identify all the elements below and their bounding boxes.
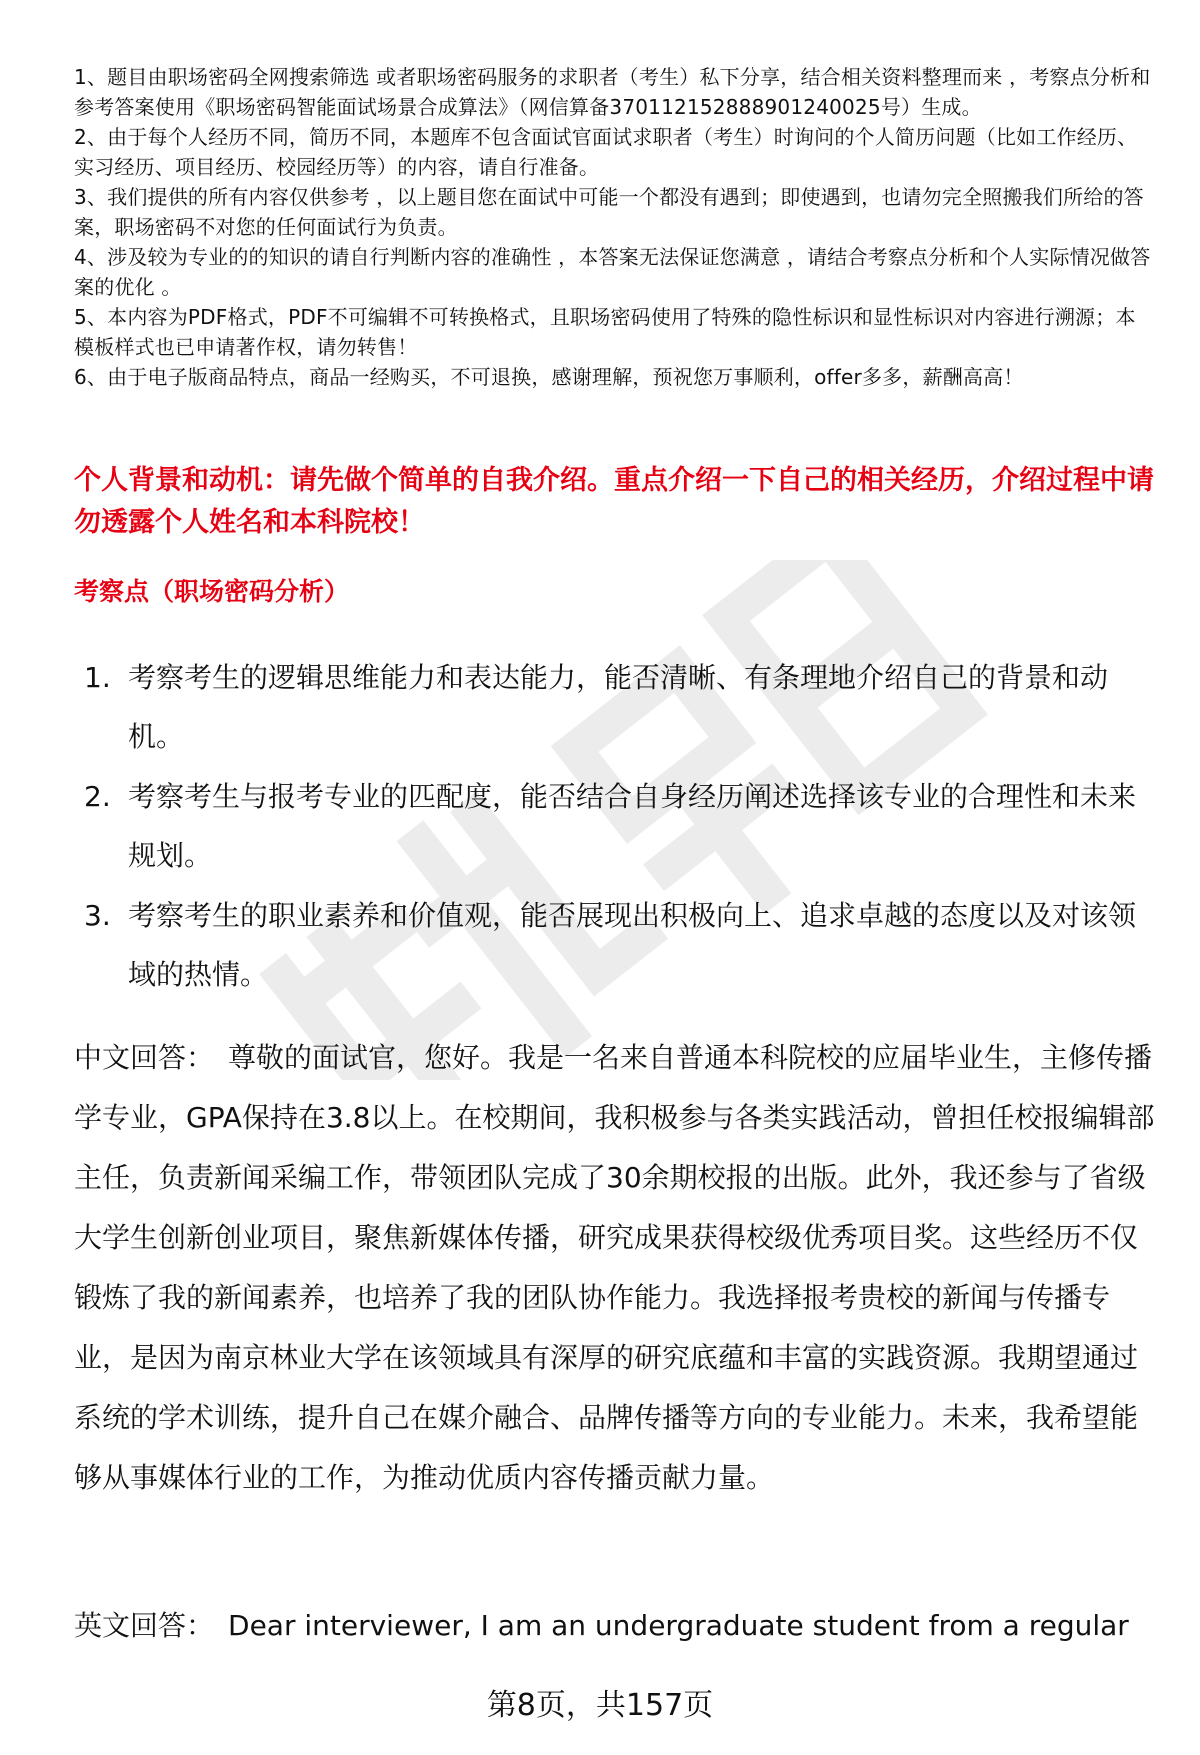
page-number: 第8页，共157页	[486, 1688, 714, 1723]
list-item-number: 2.	[84, 780, 111, 813]
list-item	[74, 886, 1154, 1004]
analysis-heading: 考察点（职场密码分析）	[74, 577, 350, 606]
english-answer	[74, 1596, 1164, 1656]
list-item-number: 1.	[84, 661, 111, 694]
notice-line: 6、由于电子版商品特点，商品一经购买，不可退换，感谢理解，预祝您万事顺利，offer多多，薪酬高高！	[74, 365, 1024, 389]
notice-section	[74, 62, 1154, 392]
list-item-number: 3.	[84, 899, 111, 932]
english-answer-text: Dear interviewer, I am an undergraduate student from a regular	[228, 1609, 1129, 1642]
list-item	[74, 648, 1154, 766]
list-item-text: 考察考生与报考专业的匹配度，能否结合自身经历阐述选择该专业的合理性和未来规划。	[128, 780, 1137, 872]
list-item-text: 考察考生的职业素养和价值观，能否展现出积极向上、追求卓越的态度以及对该领域的热情。	[128, 899, 1137, 991]
list-item	[74, 767, 1154, 885]
chinese-answer-text: 尊敬的面试官，您好。我是一名来自普通本科院校的应届毕业生，主修传播学专业，GPA保持在3.8以上。在校期间，我积极参与各类实践活动，曾担任校报编辑部主任，负责新闻采编工作，带领团队完成了30余期校报的出版。此外，我还参与了省级大学生创新创业项目，聚焦新媒体传播，研究成果获得校级优秀项目奖。这些经历不仅锻炼了我的新闻素养，也培养了我的团队协作能力。我选择报考贵校的新闻与传播专业，是因为南京林业大学在该领域具有深厚的研究底蕴和丰富的实践资源。我期望通过系统的学术训练，提升自己在媒介融合、品牌传播等方向的专业能力。未来，我希望能够从事媒体行业的工作，为推动优质内容传播贡献力量。	[74, 1041, 1155, 1494]
question-heading: 个人背景和动机：请先做个简单的自我介绍。重点介绍一下自己的相关经历，介绍过程中请勿透露个人姓名和本科院校！	[74, 465, 1154, 538]
notice-line: 4、涉及较为专业的的知识的请自行判断内容的准确性 ，本答案无法保证您满意 ，请结合考察点分析和个人实际情况做答案的优化 。	[74, 245, 1151, 299]
notice-line: 5、本内容为PDF格式，PDF不可编辑不可转换格式，且职场密码使用了特殊的隐性标识和显性标识对内容进行溯源；本模板样式也已申请著作权，请勿转售！	[74, 305, 1136, 359]
chinese-answer-label: 中文回答：	[74, 1041, 215, 1074]
notice-line: 1、题目由职场密码全网搜索筛选 或者职场密码服务的求职者（考生）私下分享，结合相关资料整理而来 ，考察点分析和参考答案使用《职场密码智能面试场景合成算法》（网信算备370112152888901240025号）生成。	[74, 65, 1151, 119]
english-answer-label: 英文回答：	[74, 1609, 215, 1642]
chinese-answer	[74, 1028, 1160, 1508]
notice-line: 2、由于每个人经历不同，简历不同，本题库不包含面试官面试求职者（考生）时询问的个人简历问题（比如工作经历、实习经历、项目经历、校园经历等）的内容，请自行准备。	[74, 125, 1138, 179]
list-item-text: 考察考生的逻辑思维能力和表达能力，能否清晰、有条理地介绍自己的背景和动机。	[128, 661, 1109, 753]
analysis-points-list	[74, 648, 1154, 1005]
notice-line: 3、我们提供的所有内容仅供参考 ，以上题目您在面试中可能一个都没有遇到；即使遇到，也请勿完全照搬我们所给的答案，职场密码不对您的任何面试行为负责。	[74, 185, 1144, 239]
